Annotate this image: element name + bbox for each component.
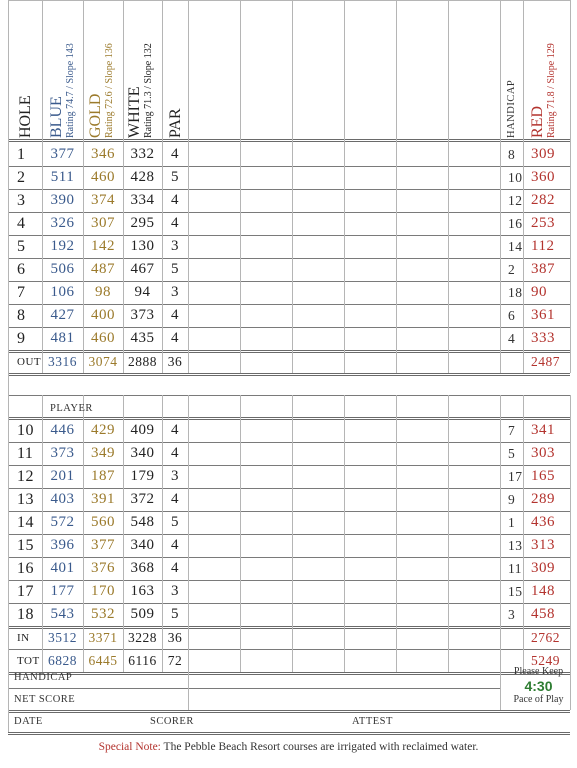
hole-row-gold: 98 bbox=[95, 284, 111, 300]
grid-col-line bbox=[162, 0, 163, 373]
hole-row-white: 163 bbox=[130, 583, 155, 599]
hole-row-red: 341 bbox=[531, 422, 555, 438]
header-handicap: HANDICAP bbox=[506, 79, 517, 138]
hole-row-gold: 170 bbox=[91, 583, 115, 599]
hole-row-par: 3 bbox=[171, 284, 179, 300]
grid-col-line bbox=[570, 395, 571, 672]
hole-row-red: 333 bbox=[531, 330, 555, 346]
grid-row-line bbox=[8, 212, 570, 213]
hole-row-par: 4 bbox=[171, 560, 179, 576]
hole-row-gold: 460 bbox=[91, 330, 115, 346]
out-bottom-line bbox=[8, 373, 570, 376]
hole-row-white: 94 bbox=[134, 284, 151, 300]
hole-row-par: 4 bbox=[171, 537, 179, 553]
hole-row-red: 112 bbox=[531, 238, 555, 254]
hole-row-hcp: 6 bbox=[508, 307, 516, 323]
footer-line bbox=[8, 688, 500, 689]
grid-col-line bbox=[240, 395, 241, 672]
grid-col-line bbox=[396, 395, 397, 672]
hole-row-hcp: 2 bbox=[508, 261, 516, 277]
hole-row-red: 360 bbox=[531, 169, 555, 185]
header-red: RED bbox=[529, 106, 546, 138]
grid-row-line bbox=[8, 488, 570, 489]
hole-row-gold: 391 bbox=[91, 491, 115, 507]
hole-row-hcp: 11 bbox=[508, 560, 522, 576]
grid-col-line bbox=[523, 395, 524, 672]
grid-col-line bbox=[292, 0, 293, 373]
hole-row-hole: 2 bbox=[17, 168, 26, 186]
grid-col-line bbox=[500, 395, 501, 672]
pace-time: 4:30 bbox=[524, 678, 553, 694]
back-header-divider bbox=[8, 417, 570, 420]
hole-row-blue: 572 bbox=[50, 514, 75, 530]
hole-row-hcp: 16 bbox=[508, 215, 523, 231]
hole-row-hole: 9 bbox=[17, 329, 26, 347]
hole-row-hcp: 9 bbox=[508, 491, 516, 507]
hole-row-par: 3 bbox=[171, 583, 179, 599]
hole-row-red: 361 bbox=[531, 307, 555, 323]
special-note-prefix: Special Note: bbox=[98, 741, 161, 753]
grid-row-line bbox=[8, 189, 570, 190]
grid-row-line bbox=[8, 235, 570, 236]
out-hole: OUT bbox=[17, 355, 42, 368]
hole-row-red: 303 bbox=[531, 445, 555, 461]
hole-row-hole: 12 bbox=[17, 467, 34, 485]
hole-row-white: 467 bbox=[130, 261, 155, 277]
hole-row-gold: 376 bbox=[91, 560, 115, 576]
hole-row-hcp: 13 bbox=[508, 537, 523, 553]
grid-col-line bbox=[240, 0, 241, 373]
hole-row-hole: 5 bbox=[17, 237, 26, 255]
footer-date: DATE bbox=[14, 716, 43, 727]
hole-row-par: 3 bbox=[171, 238, 179, 254]
grid-col-line bbox=[42, 395, 43, 672]
header-hole: HOLE bbox=[17, 95, 34, 138]
grid-col-line bbox=[188, 672, 189, 710]
hole-row-hole: 11 bbox=[17, 444, 34, 462]
pace-line2: Pace of Play bbox=[513, 694, 564, 705]
player-top-line bbox=[8, 395, 570, 396]
hole-row-blue: 511 bbox=[50, 169, 75, 185]
grid-row-line bbox=[8, 166, 570, 167]
header-blue-sub: Rating 74.7 / Slope 143 bbox=[65, 43, 76, 138]
hole-row-gold: 532 bbox=[91, 606, 115, 622]
grid-row-line bbox=[8, 350, 570, 353]
hole-row-white: 409 bbox=[130, 422, 155, 438]
hole-row-white: 368 bbox=[130, 560, 155, 576]
hole-row-gold: 374 bbox=[91, 192, 115, 208]
footer-attest: ATTEST bbox=[352, 716, 393, 727]
header-par: PAR bbox=[167, 108, 184, 138]
grid-row-line bbox=[8, 534, 570, 535]
hole-row-blue: 201 bbox=[50, 468, 75, 484]
grid-row-line bbox=[8, 304, 570, 305]
hole-row-blue: 403 bbox=[50, 491, 75, 507]
hole-row-gold: 142 bbox=[91, 238, 115, 254]
hole-row-hole: 4 bbox=[17, 214, 26, 232]
footer-handicap: HANDICAP bbox=[14, 672, 73, 683]
hole-row-par: 4 bbox=[171, 330, 179, 346]
hole-row-hcp: 4 bbox=[508, 330, 516, 346]
tot-white: 6116 bbox=[128, 652, 157, 668]
hole-row-hcp: 18 bbox=[508, 284, 523, 300]
hole-row-white: 548 bbox=[130, 514, 155, 530]
grid-col-line bbox=[162, 395, 163, 672]
tot-par: 72 bbox=[167, 652, 183, 668]
hole-row-blue: 326 bbox=[50, 215, 75, 231]
hole-row-blue: 390 bbox=[50, 192, 75, 208]
grid-col-line bbox=[344, 395, 345, 672]
hole-row-white: 295 bbox=[130, 215, 155, 231]
special-note bbox=[0, 741, 577, 753]
grid-row-line bbox=[8, 580, 570, 581]
hole-row-white: 373 bbox=[130, 307, 155, 323]
hole-row-blue: 373 bbox=[50, 445, 75, 461]
tot-blue: 6828 bbox=[48, 652, 77, 668]
hole-row-blue: 106 bbox=[50, 284, 75, 300]
hole-row-red: 313 bbox=[531, 537, 555, 553]
hole-row-hole: 1 bbox=[17, 145, 26, 163]
hole-row-red: 458 bbox=[531, 606, 555, 622]
header-blue: BLUE bbox=[48, 96, 65, 138]
hole-row-white: 509 bbox=[130, 606, 155, 622]
out-par: 36 bbox=[167, 353, 183, 369]
grid-row-line bbox=[8, 258, 570, 259]
grid-col-line bbox=[123, 0, 124, 373]
hole-row-hcp: 1 bbox=[508, 514, 516, 530]
header-red-sub: Rating 71.8 / Slope 129 bbox=[546, 43, 557, 138]
hole-row-gold: 560 bbox=[91, 514, 115, 530]
grid-col-line bbox=[396, 0, 397, 373]
header-gold-sub: Rating 72.6 / Slope 136 bbox=[104, 43, 115, 138]
hole-row-hole: 6 bbox=[17, 260, 26, 278]
in-par: 36 bbox=[167, 629, 183, 645]
out-red: 2487 bbox=[531, 353, 560, 369]
hole-row-hole: 18 bbox=[17, 605, 34, 623]
footer-net-score: NET SCORE bbox=[14, 694, 76, 705]
hole-row-white: 334 bbox=[130, 192, 155, 208]
hole-row-gold: 346 bbox=[91, 146, 115, 162]
tot-gold: 6445 bbox=[88, 652, 118, 668]
hole-row-gold: 400 bbox=[91, 307, 115, 323]
grid-col-line bbox=[570, 0, 571, 373]
grid-col-line bbox=[523, 0, 524, 373]
in-red: 2762 bbox=[531, 629, 560, 645]
grid-col-line bbox=[344, 0, 345, 373]
hole-row-white: 340 bbox=[130, 445, 155, 461]
in-bottom-line bbox=[8, 649, 570, 650]
hole-row-gold: 429 bbox=[91, 422, 115, 438]
grid-row-line bbox=[8, 603, 570, 604]
hole-row-hcp: 3 bbox=[508, 606, 516, 622]
hole-row-red: 436 bbox=[531, 514, 555, 530]
hole-row-par: 5 bbox=[171, 606, 179, 622]
hole-row-red: 282 bbox=[531, 192, 555, 208]
hole-row-gold: 187 bbox=[91, 468, 115, 484]
grid-row-line bbox=[8, 511, 570, 512]
hole-row-par: 5 bbox=[171, 514, 179, 530]
hole-row-par: 5 bbox=[171, 169, 179, 185]
hole-row-hcp: 5 bbox=[508, 445, 516, 461]
tot-red: 5249 bbox=[531, 652, 560, 668]
hole-row-white: 372 bbox=[130, 491, 155, 507]
hole-row-hcp: 17 bbox=[508, 468, 523, 484]
grid-row-line bbox=[8, 626, 570, 629]
hole-row-hole: 15 bbox=[17, 536, 34, 554]
grid-col-line bbox=[188, 395, 189, 672]
hole-row-hcp: 15 bbox=[508, 583, 523, 599]
tot-bottom-line bbox=[8, 672, 570, 675]
hole-row-blue: 401 bbox=[50, 560, 75, 576]
hole-row-hole: 3 bbox=[17, 191, 26, 209]
hole-row-gold: 349 bbox=[91, 445, 115, 461]
hole-row-hole: 17 bbox=[17, 582, 34, 600]
out-blue: 3316 bbox=[48, 353, 77, 369]
footer-bottom-line bbox=[8, 732, 570, 735]
in-hole: IN bbox=[17, 631, 30, 644]
hole-row-hcp: 10 bbox=[508, 169, 523, 185]
special-note-text: The Pebble Beach Resort courses are irrigated with reclaimed water. bbox=[160, 741, 479, 753]
pace-line1: Please Keep bbox=[513, 666, 564, 677]
hole-row-blue: 506 bbox=[50, 261, 75, 277]
grid-col-line bbox=[83, 0, 84, 373]
in-gold: 3371 bbox=[88, 629, 118, 645]
out-gold: 3074 bbox=[88, 353, 118, 369]
hole-row-par: 3 bbox=[171, 468, 179, 484]
grid-col-line bbox=[188, 0, 189, 373]
grid-col-line bbox=[42, 0, 43, 373]
hole-row-hole: 16 bbox=[17, 559, 34, 577]
hole-row-par: 5 bbox=[171, 261, 179, 277]
hole-row-gold: 487 bbox=[91, 261, 115, 277]
grid-row-line bbox=[8, 465, 570, 466]
header-gold: GOLD bbox=[87, 93, 104, 138]
hole-row-blue: 427 bbox=[50, 307, 75, 323]
footer-line bbox=[8, 710, 570, 713]
hole-row-par: 4 bbox=[171, 215, 179, 231]
hole-row-red: 309 bbox=[531, 560, 555, 576]
pace-of-play bbox=[500, 666, 577, 706]
in-blue: 3512 bbox=[48, 629, 77, 645]
grid-row-line bbox=[8, 327, 570, 328]
hole-row-red: 253 bbox=[531, 215, 555, 231]
grid-col-line bbox=[123, 395, 124, 672]
player-label: PLAYER bbox=[50, 403, 93, 414]
in-white: 3228 bbox=[128, 629, 157, 645]
grid-col-line bbox=[448, 0, 449, 373]
hole-row-white: 340 bbox=[130, 537, 155, 553]
grid-top-border bbox=[8, 0, 570, 1]
header-white: WHITE bbox=[126, 86, 143, 138]
grid-col-line bbox=[83, 395, 84, 672]
hole-row-red: 90 bbox=[531, 284, 547, 300]
grid-col-line bbox=[292, 395, 293, 672]
hole-row-blue: 543 bbox=[50, 606, 75, 622]
hole-row-hole: 7 bbox=[17, 283, 26, 301]
footer-scorer: SCORER bbox=[150, 716, 194, 727]
tot-hole: TOT bbox=[17, 654, 40, 667]
grid-row-line bbox=[8, 281, 570, 282]
hole-row-hole: 10 bbox=[17, 421, 34, 439]
hole-row-hcp: 12 bbox=[508, 192, 523, 208]
hole-row-white: 435 bbox=[130, 330, 155, 346]
hole-row-red: 387 bbox=[531, 261, 555, 277]
grid-col-line bbox=[500, 0, 501, 373]
header-divider bbox=[8, 139, 570, 142]
hole-row-blue: 377 bbox=[50, 146, 75, 162]
out-white: 2888 bbox=[128, 353, 157, 369]
hole-row-white: 179 bbox=[130, 468, 155, 484]
hole-row-hcp: 8 bbox=[508, 146, 516, 162]
hole-row-par: 4 bbox=[171, 307, 179, 323]
hole-row-white: 332 bbox=[130, 146, 155, 162]
grid-col-line bbox=[448, 395, 449, 672]
header-white-sub: Rating 71.3 / Slope 132 bbox=[143, 43, 154, 138]
hole-row-par: 4 bbox=[171, 146, 179, 162]
hole-row-hole: 13 bbox=[17, 490, 34, 508]
hole-row-par: 4 bbox=[171, 422, 179, 438]
hole-row-hcp: 14 bbox=[508, 238, 523, 254]
hole-row-hole: 8 bbox=[17, 306, 26, 324]
grid-left-border bbox=[8, 0, 9, 732]
hole-row-par: 4 bbox=[171, 491, 179, 507]
hole-row-hcp: 7 bbox=[508, 422, 516, 438]
hole-row-red: 309 bbox=[531, 146, 555, 162]
hole-row-par: 4 bbox=[171, 445, 179, 461]
hole-row-white: 428 bbox=[130, 169, 155, 185]
hole-row-par: 4 bbox=[171, 192, 179, 208]
hole-row-blue: 177 bbox=[50, 583, 75, 599]
grid-row-line bbox=[8, 557, 570, 558]
hole-row-hole: 14 bbox=[17, 513, 34, 531]
hole-row-red: 289 bbox=[531, 491, 555, 507]
hole-row-gold: 460 bbox=[91, 169, 115, 185]
hole-row-red: 148 bbox=[531, 583, 555, 599]
hole-row-gold: 377 bbox=[91, 537, 115, 553]
hole-row-white: 130 bbox=[130, 238, 155, 254]
hole-row-gold: 307 bbox=[91, 215, 115, 231]
grid-row-line bbox=[8, 442, 570, 443]
hole-row-blue: 446 bbox=[50, 422, 75, 438]
hole-row-blue: 481 bbox=[50, 330, 75, 346]
hole-row-red: 165 bbox=[531, 468, 555, 484]
hole-row-blue: 396 bbox=[50, 537, 75, 553]
hole-row-blue: 192 bbox=[50, 238, 75, 254]
